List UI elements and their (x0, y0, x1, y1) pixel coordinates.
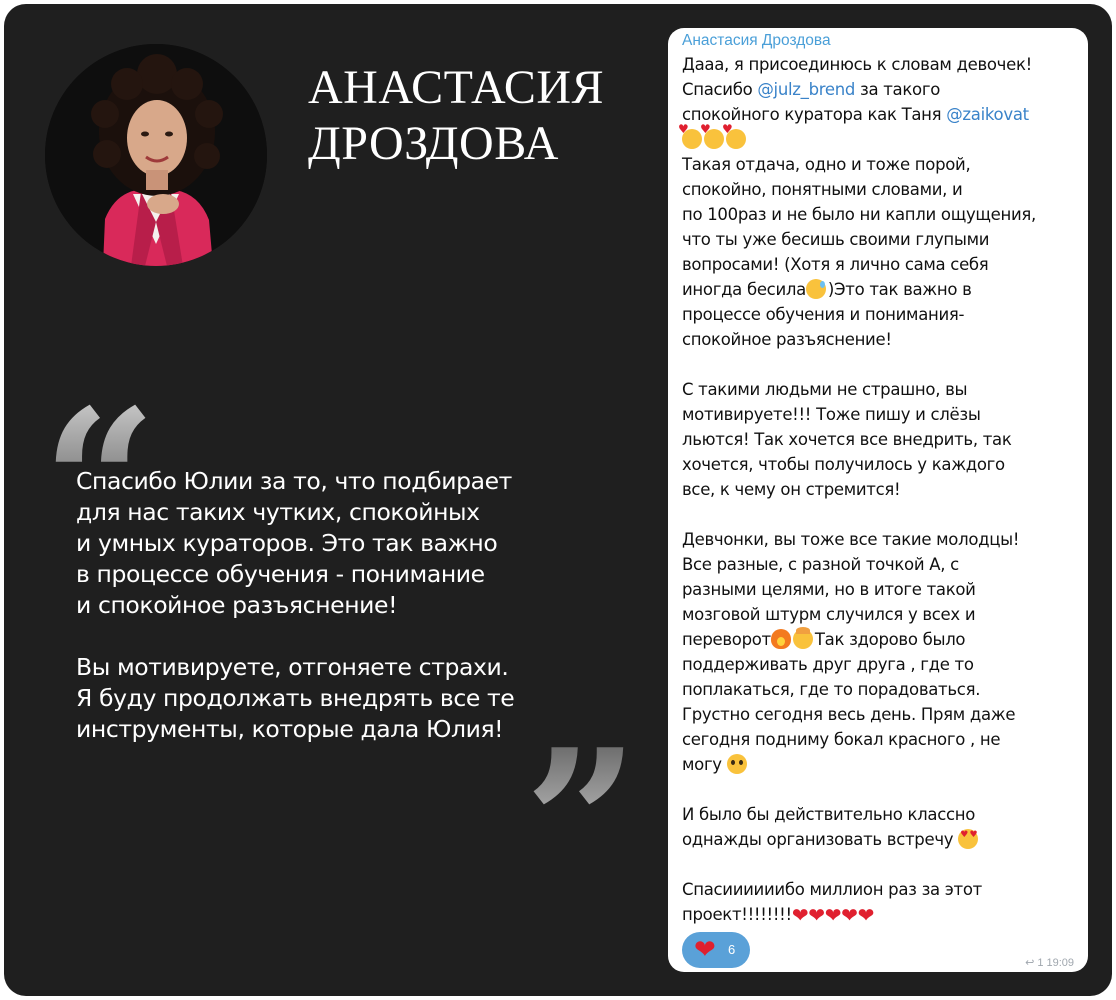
message-line: спокойно, понятными словами, и (682, 180, 963, 199)
reply-count: 1 (1037, 957, 1044, 969)
avatar (45, 44, 267, 266)
message-line: Все разные, с разной точкой А, с (682, 555, 959, 574)
message-text-fragment: Спасибо (682, 80, 758, 99)
quote-line: Вы мотивируете, отгоняете страхи. (76, 653, 509, 681)
message-meta (1022, 956, 1074, 970)
message-text-fragment: иногда бесила (682, 280, 806, 299)
pleading-face-icon (727, 754, 747, 774)
message-line (682, 102, 1082, 127)
reaction-button[interactable] (682, 932, 750, 968)
message-line: Такая отдача, одно и тоже порой, (682, 155, 971, 174)
message-bubble (668, 28, 1088, 972)
testimonial-quote (76, 466, 576, 745)
heart-eyes-icon (958, 829, 978, 849)
smiling-face-with-hearts-icon (726, 129, 746, 149)
fire-icon (771, 629, 791, 649)
message-text-fragment: за такого (855, 80, 940, 99)
quote-line: Я буду продолжать внедрять все те (76, 684, 515, 712)
avatar-photo (45, 44, 267, 266)
paragraph-gap (682, 852, 1082, 877)
quote-line: в процессе обучения - понимание (76, 560, 485, 588)
red-heart-icon: ❤❤❤❤❤ (791, 903, 875, 927)
message-line: сегодня подниму бокал красного , не (682, 730, 1001, 749)
message-line: что ты уже бесишь своими глупыми (682, 230, 990, 249)
message-line: вопросами! (Хотя я лично сама себя (682, 255, 989, 274)
smiling-face-with-hearts-icon (682, 129, 702, 149)
message-text-fragment: могу (682, 755, 727, 774)
reply-arrow-icon[interactable]: ↩ (1025, 957, 1035, 969)
message-line: Девчонки, вы тоже все такие молодцы! (682, 530, 1020, 549)
mention-link[interactable]: @zaikovat (946, 105, 1029, 124)
quote-line: и спокойное разъяснение! (76, 591, 398, 619)
message-line (682, 752, 1082, 777)
message-line: льются! Так хочется все внедрить, так (682, 430, 1012, 449)
grinning-sweat-icon (806, 279, 826, 299)
testimonial-card (4, 4, 1112, 996)
message-line (682, 77, 1082, 102)
paragraph-gap (682, 502, 1082, 527)
message-line: С такими людьми не страшно, вы (682, 380, 968, 399)
open-quote-icon: “ (42, 366, 158, 601)
message-time: 19:09 (1046, 957, 1074, 969)
quote-line: и умных кураторов. Это так важно (76, 529, 498, 557)
sender-name[interactable]: Анастасия Дроздова (682, 32, 831, 49)
red-heart-icon: ❤ (694, 935, 716, 965)
message-line: все, к чему он стремится! (682, 480, 901, 499)
reaction-count: 6 (728, 942, 736, 957)
message-line (682, 827, 1082, 852)
message-line: мотивируете!!! Тоже пишу и слёзы (682, 405, 981, 424)
message-line: поддерживать друг друга , где то (682, 655, 974, 674)
name-line: ДРОЗДОВА (308, 117, 559, 170)
message-line: И было бы действительно классно (682, 805, 976, 824)
message-line: хочется, чтобы получилось у каждого (682, 455, 1005, 474)
mention-link[interactable]: @julz_brend (757, 80, 856, 99)
message-text-fragment: Так здорово было (814, 630, 966, 649)
message-line: поплакаться, где то порадоваться. (682, 680, 981, 699)
paragraph-gap (682, 352, 1082, 377)
person-name (308, 60, 604, 172)
message-line: спокойное разъяснение! (682, 330, 892, 349)
message-text-fragment: )Это так важно в (827, 280, 972, 299)
quote-paragraph (76, 466, 576, 621)
message-line: разными целями, но в итоге такой (682, 580, 976, 599)
message-line: по 100раз и не было ни капли ощущения, (682, 205, 1036, 224)
message-text-fragment: проект!!!!!!!! (682, 905, 792, 924)
name-line: АНАСТАСИЯ (308, 61, 605, 114)
message-text-fragment: спокойного куратора как Таня (682, 105, 947, 124)
message-line: Грустно сегодня весь день. Прям даже (682, 705, 1016, 724)
paragraph-gap (682, 777, 1082, 802)
message-line: Дааа, я присоединюсь к словам девочек! (682, 55, 1032, 74)
exploding-head-icon (793, 629, 813, 649)
message-text-fragment: однажды организовать встречу (682, 830, 959, 849)
quote-paragraph (76, 652, 576, 745)
close-quote-icon: ” (524, 706, 640, 941)
message-line (682, 127, 1082, 152)
message-text (682, 52, 1082, 927)
message-line (682, 627, 1082, 652)
message-line: мозговой штурм случился у всех и (682, 605, 976, 624)
message-line: Спасиииииибо миллион раз за этот (682, 880, 982, 899)
message-line (682, 902, 1082, 927)
message-line (682, 277, 1082, 302)
smiling-face-with-hearts-icon (704, 129, 724, 149)
message-text-fragment: переворот (682, 630, 771, 649)
quote-line: Спасибо Юлии за то, что подбирает (76, 467, 512, 495)
quote-line: для нас таких чутких, спокойных (76, 498, 480, 526)
quote-line: инструменты, которые дала Юлия! (76, 715, 504, 743)
message-line: процессе обучения и понимания- (682, 305, 965, 324)
